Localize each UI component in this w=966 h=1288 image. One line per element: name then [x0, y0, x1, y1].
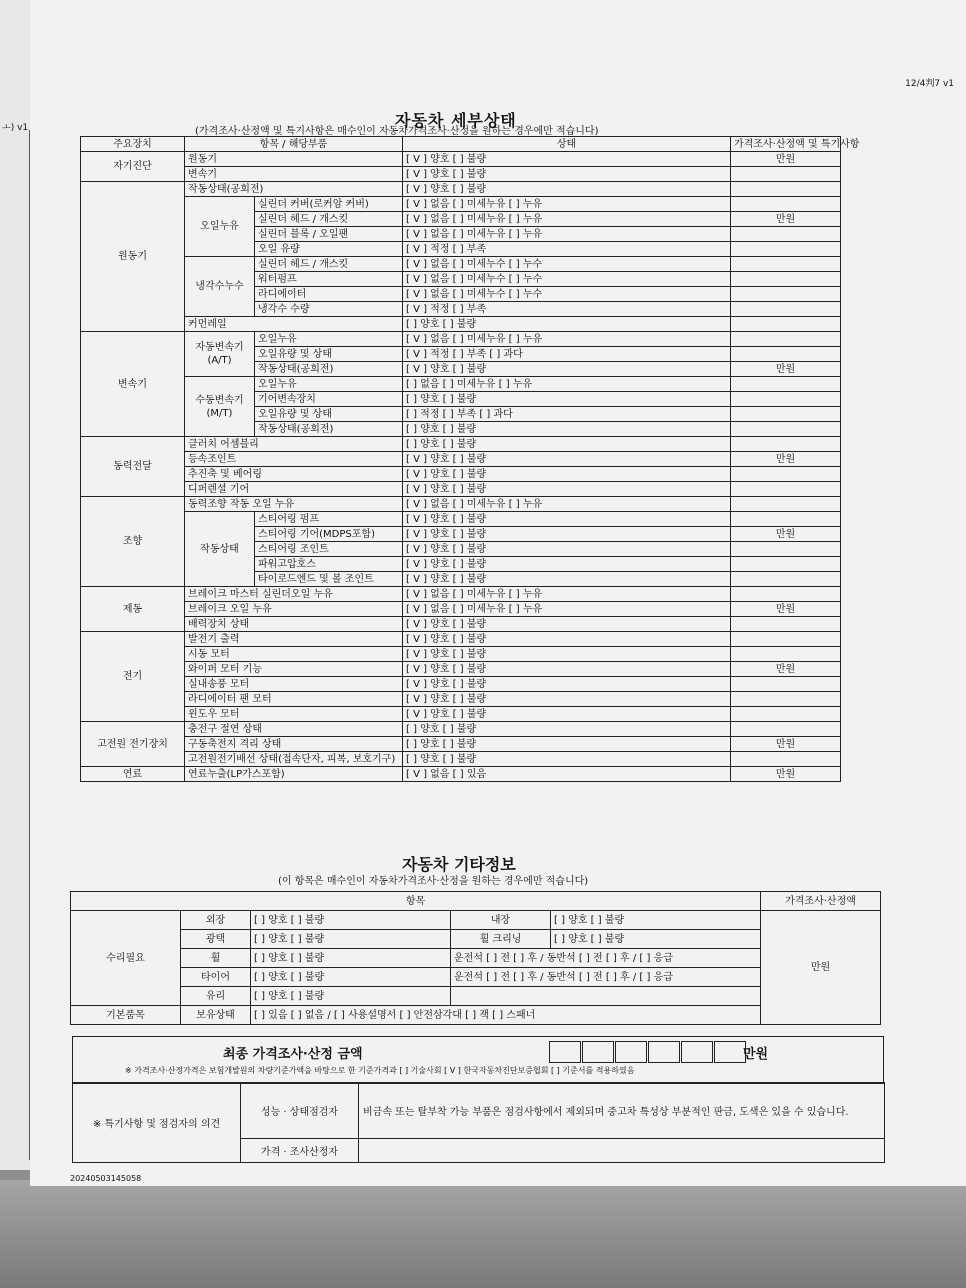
detail-item: 타이로드엔드 및 볼 조인트: [255, 572, 403, 587]
detail-row: [81, 182, 841, 197]
serial-number: 20240503145058: [70, 1174, 142, 1183]
detail-item: 라디에이터 팬 모터: [185, 692, 403, 707]
etc-row-right: [ ] 양호 [ ] 불량: [551, 911, 761, 930]
detail-item: 구동축전지 격리 상태: [185, 737, 403, 752]
detail-table: [80, 136, 860, 782]
detail-price-cell: [731, 617, 841, 632]
detail-price-cell: [731, 167, 841, 182]
detail-row: [81, 602, 841, 617]
detail-price-cell: [731, 482, 841, 497]
detail-item: 브레이크 오일 누유: [185, 602, 403, 617]
detail-price-cell: 만원: [731, 767, 841, 782]
detail-status: [ V ] 없음 [ ] 있음: [403, 767, 731, 782]
detail-item: 작동상태(공회전): [185, 182, 403, 197]
detail-status: [ V ] 양호 [ ] 불량: [403, 662, 731, 677]
detail-row: [81, 317, 841, 332]
detail-price-cell: [731, 587, 841, 602]
detail-price-cell: [731, 392, 841, 407]
detail-row: [81, 512, 841, 527]
detail-price-cell: [731, 377, 841, 392]
detail-item: 시동 모터: [185, 647, 403, 662]
detail-status: [ V ] 양호 [ ] 불량: [403, 692, 731, 707]
detail-item: 윈도우 모터: [185, 707, 403, 722]
detail-item: 파워고압호스: [255, 557, 403, 572]
detail-row: [81, 647, 841, 662]
detail-price-cell: [731, 497, 841, 512]
detail-price-cell: [731, 512, 841, 527]
detail-price-cell: [731, 557, 841, 572]
detail-status: [ V ] 양호 [ ] 불량: [403, 572, 731, 587]
detail-price-cell: [731, 347, 841, 362]
detail-status: [ V ] 양호 [ ] 불량: [403, 557, 731, 572]
detail-group-label: 조향: [81, 497, 185, 587]
etc-row-status: [ ] 양호 [ ] 불량: [251, 949, 451, 968]
basic-items-sub: 보유상태: [181, 1006, 251, 1025]
final-price-box: [72, 1036, 884, 1084]
detail-item: 오일누유: [255, 332, 403, 347]
detail-item: 고전원전기배선 상태(접속단자, 피복, 보호기구): [185, 752, 403, 767]
basic-items-status: [ ] 있음 [ ] 없음 / [ ] 사용설명서 [ ] 안전삼각대 [ ] 잭 [ ] 스패너: [251, 1006, 761, 1025]
detail-row: [81, 377, 841, 392]
detail-status: [ V ] 없음 [ ] 미세누유 [ ] 누유: [403, 197, 731, 212]
detail-price-cell: [731, 422, 841, 437]
detail-item: 실린더 커버(로커암 커버): [255, 197, 403, 212]
detail-item: 라디에이터: [255, 287, 403, 302]
detail-status: [ ] 없음 [ ] 미세누유 [ ] 누유: [403, 377, 731, 392]
final-price-digit-boxes: [549, 1041, 747, 1063]
detail-item: 오일누유: [255, 377, 403, 392]
final-price-note: ※ 가격조사·산정가격은 보험개발원의 차량기준가액을 바탕으로 한 기준가격과 [ ] 기술사회 [ V ] 한국자동차진단보증협회 [ ] 기준서를 적용하였음: [125, 1066, 635, 1075]
etc-price-unit: 만원: [761, 911, 881, 1025]
etc-subtitle: (이 항목은 매수인이 자동차가격조사·산정을 원하는 경우에만 적습니다): [278, 876, 589, 887]
detail-item: 작동상태(공회전): [255, 362, 403, 377]
opinion-row-text: 비금속 또는 탈부착 가능 부품은 점검사항에서 제외되며 중고차 특성상 부분적인 판금, 도색은 있을 수 있습니다.: [359, 1083, 885, 1139]
etc-row-mid: 내장: [451, 911, 551, 930]
detail-status: [ V ] 없음 [ ] 미세누수 [ ] 누수: [403, 257, 731, 272]
digit-box: [681, 1041, 713, 1063]
detail-item: 스티어링 조인트: [255, 542, 403, 557]
basic-items-label: 기본품목: [71, 1006, 181, 1025]
detail-row: [81, 167, 841, 182]
detail-row: [81, 662, 841, 677]
detail-item: 배력장치 상태: [185, 617, 403, 632]
detail-item: 작동상태(공회전): [255, 422, 403, 437]
detail-item: 동력조향 작동 오일 누유: [185, 497, 403, 512]
detail-status: [ V ] 없음 [ ] 미세누수 [ ] 누수: [403, 272, 731, 287]
detail-sub-label: 자동변속기 (A/T): [185, 332, 255, 377]
detail-group-label: 원동기: [81, 182, 185, 332]
detail-row: [81, 482, 841, 497]
etc-header-price: 가격조사·산정액: [761, 892, 881, 911]
detail-row: [81, 722, 841, 737]
detail-group-label: 연료: [81, 767, 185, 782]
detail-row: [81, 752, 841, 767]
detail-price-cell: 만원: [731, 212, 841, 227]
detail-status: [ V ] 양호 [ ] 불량: [403, 452, 731, 467]
detail-item: 클러치 어셈블리: [185, 437, 403, 452]
detail-status: [ V ] 양호 [ ] 불량: [403, 482, 731, 497]
detail-group-label: 전기: [81, 632, 185, 722]
detail-status: [ ] 양호 [ ] 불량: [403, 722, 731, 737]
etc-row-mid: [451, 987, 761, 1006]
detail-status: [ V ] 양호 [ ] 불량: [403, 542, 731, 557]
detail-item: 와이퍼 모터 기능: [185, 662, 403, 677]
etc-row-label: 휠: [181, 949, 251, 968]
detail-item: 냉각수 수량: [255, 302, 403, 317]
detail-price-cell: [731, 647, 841, 662]
detail-item: 발전기 출력: [185, 632, 403, 647]
etc-row-mid: 운전석 [ ] 전 [ ] 후 / 동반석 [ ] 전 [ ] 후 / [ ] 응급: [451, 968, 761, 987]
detail-status: [ ] 양호 [ ] 불량: [403, 422, 731, 437]
detail-item: 추진축 및 베어링: [185, 467, 403, 482]
detail-price-cell: [731, 707, 841, 722]
detail-status: [ V ] 없음 [ ] 미세누유 [ ] 누유: [403, 332, 731, 347]
detail-price-cell: [731, 242, 841, 257]
detail-item: 실내송풍 모터: [185, 677, 403, 692]
detail-status: [ V ] 양호 [ ] 불량: [403, 152, 731, 167]
detail-group-label: 제동: [81, 587, 185, 632]
etc-row-label: 타이어: [181, 968, 251, 987]
detail-price-cell: [731, 752, 841, 767]
table-surface: [0, 1180, 966, 1288]
detail-item: 원동기: [185, 152, 403, 167]
detail-item: 오일유량 및 상태: [255, 347, 403, 362]
detail-status: [ ] 적정 [ ] 부족 [ ] 과다: [403, 407, 731, 422]
etc-title: 자동차 기타정보: [402, 855, 516, 874]
detail-price-cell: [731, 332, 841, 347]
detail-price-cell: [731, 542, 841, 557]
detail-status: [ V ] 없음 [ ] 미세누유 [ ] 누유: [403, 497, 731, 512]
detail-price-cell: [731, 572, 841, 587]
detail-status: [ ] 양호 [ ] 불량: [403, 392, 731, 407]
etc-group-label: 수리필요: [71, 911, 181, 1006]
detail-status: [ ] 양호 [ ] 불량: [403, 437, 731, 452]
detail-header: 주요장치: [81, 137, 185, 152]
etc-row-mid: 운전석 [ ] 전 [ ] 후 / 동반석 [ ] 전 [ ] 후 / [ ] 응급: [451, 949, 761, 968]
detail-status: [ V ] 없음 [ ] 미세누유 [ ] 누유: [403, 587, 731, 602]
etc-table: [70, 891, 881, 1025]
detail-row: [81, 452, 841, 467]
left-edge-text: ㅗ) v1: [2, 123, 29, 133]
detail-status: [ V ] 양호 [ ] 불량: [403, 182, 731, 197]
detail-sub-label: 수동변속기 (M/T): [185, 377, 255, 437]
detail-row: [81, 437, 841, 452]
detail-status: [ V ] 양호 [ ] 불량: [403, 617, 731, 632]
detail-price-cell: [731, 407, 841, 422]
detail-item: 디퍼렌셜 기어: [185, 482, 403, 497]
detail-price-cell: [731, 227, 841, 242]
detail-status: [ V ] 양호 [ ] 불량: [403, 512, 731, 527]
digit-box: [714, 1041, 746, 1063]
page-subtitle: (가격조사·산정액 및 특기사항은 매수인이 자동차가격조사·산정을 원하는 경우에만 적습니다): [195, 126, 599, 137]
detail-row: [81, 197, 841, 212]
etc-row-label: 유리: [181, 987, 251, 1006]
detail-row: [81, 617, 841, 632]
detail-price-cell: 만원: [731, 362, 841, 377]
etc-row-mid: 휠 크리닝: [451, 930, 551, 949]
detail-price-cell: 만원: [731, 452, 841, 467]
digit-box: [648, 1041, 680, 1063]
etc-row-right: [ ] 양호 [ ] 불량: [551, 930, 761, 949]
etc-header-item: 항목: [71, 892, 761, 911]
detail-sub-label: 작동상태: [185, 512, 255, 587]
detail-item: 스티어링 기어(MDPS포함): [255, 527, 403, 542]
detail-price-cell: [731, 272, 841, 287]
detail-price-cell: 만원: [731, 662, 841, 677]
etc-row-status: [ ] 양호 [ ] 불량: [251, 987, 451, 1006]
detail-item: 실린더 헤드 / 개스킷: [255, 212, 403, 227]
detail-group-label: 동력전달: [81, 437, 185, 497]
detail-item: 연료누출(LP가스포함): [185, 767, 403, 782]
detail-header: 항목 / 해당부품: [185, 137, 403, 152]
final-price-label: 최종 가격조사·산정 금액: [223, 1047, 363, 1062]
final-price-unit: 만원: [743, 1047, 769, 1062]
detail-price-cell: [731, 302, 841, 317]
detail-item: 실린더 블록 / 오일팬: [255, 227, 403, 242]
detail-status: [ V ] 양호 [ ] 불량: [403, 362, 731, 377]
detail-row: [81, 587, 841, 602]
detail-price-cell: 만원: [731, 737, 841, 752]
detail-group-label: 고전원 전기장치: [81, 722, 185, 767]
detail-price-cell: [731, 287, 841, 302]
detail-price-cell: 만원: [731, 152, 841, 167]
detail-item: 브레이크 마스터 실린더오일 누유: [185, 587, 403, 602]
etc-row-status: [ ] 양호 [ ] 불량: [251, 930, 451, 949]
detail-status: [ ] 양호 [ ] 불량: [403, 737, 731, 752]
opinion-row-label: 가격 · 조사산정자: [241, 1139, 359, 1163]
digit-box: [582, 1041, 614, 1063]
detail-status: [ V ] 양호 [ ] 불량: [403, 647, 731, 662]
detail-row: [81, 332, 841, 347]
detail-price-cell: [731, 197, 841, 212]
detail-status: [ V ] 양호 [ ] 불량: [403, 167, 731, 182]
detail-price-cell: [731, 467, 841, 482]
detail-status: [ V ] 양호 [ ] 불량: [403, 527, 731, 542]
digit-box: [615, 1041, 647, 1063]
detail-row: [81, 767, 841, 782]
detail-price-cell: [731, 677, 841, 692]
detail-item: 등속조인트: [185, 452, 403, 467]
opinion-row-label: 성능 · 상태점검자: [241, 1083, 359, 1139]
detail-item: 기어변속장치: [255, 392, 403, 407]
page-title: 자동차 세부상태: [395, 111, 517, 130]
detail-item: 워터펌프: [255, 272, 403, 287]
detail-status: [ V ] 적정 [ ] 부족: [403, 302, 731, 317]
detail-status: [ V ] 없음 [ ] 미세누유 [ ] 누유: [403, 602, 731, 617]
detail-row: [81, 257, 841, 272]
detail-price-cell: [731, 437, 841, 452]
detail-price-cell: [731, 692, 841, 707]
detail-row: [81, 692, 841, 707]
detail-status: [ V ] 없음 [ ] 미세누유 [ ] 누유: [403, 227, 731, 242]
detail-group-label: 변속기: [81, 332, 185, 437]
detail-sub-label: 냉각수누수: [185, 257, 255, 317]
detail-price-cell: 만원: [731, 527, 841, 542]
detail-price-cell: 만원: [731, 602, 841, 617]
detail-status: [ V ] 없음 [ ] 미세누유 [ ] 누유: [403, 212, 731, 227]
detail-row: [81, 737, 841, 752]
detail-header: 가격조사·산정액 및 특기사항: [731, 137, 841, 152]
opinion-table: [72, 1082, 885, 1163]
detail-price-cell: [731, 317, 841, 332]
detail-group-label: 자기진단: [81, 152, 185, 182]
detail-status: [ V ] 양호 [ ] 불량: [403, 467, 731, 482]
detail-status: [ ] 양호 [ ] 불량: [403, 752, 731, 767]
detail-sub-label: 오일누유: [185, 197, 255, 257]
opinion-row-text: [359, 1139, 885, 1163]
detail-price-cell: [731, 257, 841, 272]
detail-item: 실린더 헤드 / 개스킷: [255, 257, 403, 272]
etc-row-label: 광택: [181, 930, 251, 949]
detail-item: 오일 유량: [255, 242, 403, 257]
corner-note: 12/4判7 v1: [905, 79, 954, 89]
detail-row: [81, 467, 841, 482]
detail-row: [81, 707, 841, 722]
etc-row-label: 외장: [181, 911, 251, 930]
etc-row-status: [ ] 양호 [ ] 불량: [251, 968, 451, 987]
detail-item: 오일유량 및 상태: [255, 407, 403, 422]
detail-status: [ V ] 없음 [ ] 미세누수 [ ] 누수: [403, 287, 731, 302]
detail-item: 스티어링 펌프: [255, 512, 403, 527]
detail-item: 충전구 절연 상태: [185, 722, 403, 737]
detail-price-cell: [731, 632, 841, 647]
detail-row: [81, 632, 841, 647]
etc-row-status: [ ] 양호 [ ] 불량: [251, 911, 451, 930]
detail-price-cell: [731, 722, 841, 737]
detail-item: 커먼레일: [185, 317, 403, 332]
detail-status: [ V ] 적정 [ ] 부족 [ ] 과다: [403, 347, 731, 362]
detail-status: [ V ] 양호 [ ] 불량: [403, 707, 731, 722]
detail-price-cell: [731, 182, 841, 197]
detail-row: [81, 677, 841, 692]
detail-row: [81, 497, 841, 512]
detail-status: [ ] 양호 [ ] 불량: [403, 317, 731, 332]
digit-box: [549, 1041, 581, 1063]
detail-item: 변속기: [185, 167, 403, 182]
detail-header: 상태: [403, 137, 731, 152]
detail-status: [ V ] 양호 [ ] 불량: [403, 632, 731, 647]
opinion-label: ※ 특기사항 및 점검자의 의견: [73, 1083, 241, 1163]
detail-status: [ V ] 적정 [ ] 부족: [403, 242, 731, 257]
detail-row: [81, 152, 841, 167]
detail-status: [ V ] 양호 [ ] 불량: [403, 677, 731, 692]
